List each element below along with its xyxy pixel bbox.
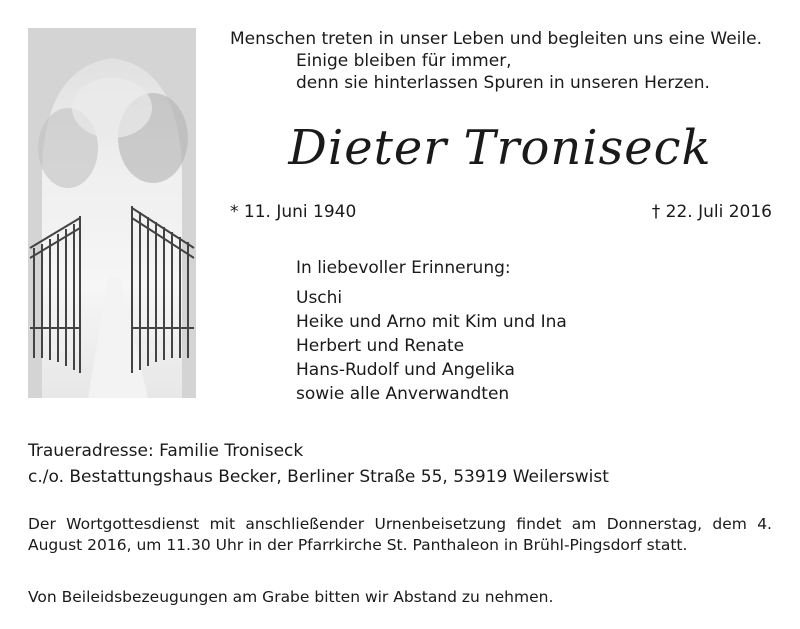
memorial-quote [230,28,790,94]
mourners-list [296,256,567,406]
quote-line-2: Einige bleiben für immer, [296,51,512,71]
service-announcement: Der Wortgottesdienst mit anschließender Urnenbeisetzung findet am Donnerstag, dem 4. August 2016, um 11.30 Uhr in der Pfarrkirche St. Panthaleon in Brühl-Pingsdorf statt. [28,515,772,554]
deceased-name: Dieter Troniseck [288,120,712,176]
birth-date: * 11. Juni 1940 [230,202,357,222]
quote-line-3: denn sie hinterlassen Spuren in unseren Herzen. [296,73,710,93]
mourner-item: Herbert und Renate [296,336,465,356]
mourner-item: Heike und Arno mit Kim und Ina [296,312,567,332]
death-date: † 22. Juli 2016 [651,202,772,222]
quote-line-1: Menschen treten in unser Leben und begleiten uns eine Weile. [230,29,762,49]
garden-gate-photo [28,28,196,398]
address-line-1: Traueradresse: Familie Troniseck [28,441,304,461]
condolence-request: Von Beileidsbezeugungen am Grabe bitten wir Abstand zu nehmen. [28,588,554,606]
memory-heading: In liebevoller Erinnerung: [296,258,511,278]
mourner-item: sowie alle Anverwandten [296,384,510,404]
garden-gate-illustration [28,28,196,398]
mourning-address [28,438,609,490]
mourner-item: Hans-Rudolf und Angelika [296,360,515,380]
mourner-item: Uschi [296,288,343,308]
address-line-2: c./o. Bestattungshaus Becker, Berliner Straße 55, 53919 Weilerswist [28,467,609,487]
